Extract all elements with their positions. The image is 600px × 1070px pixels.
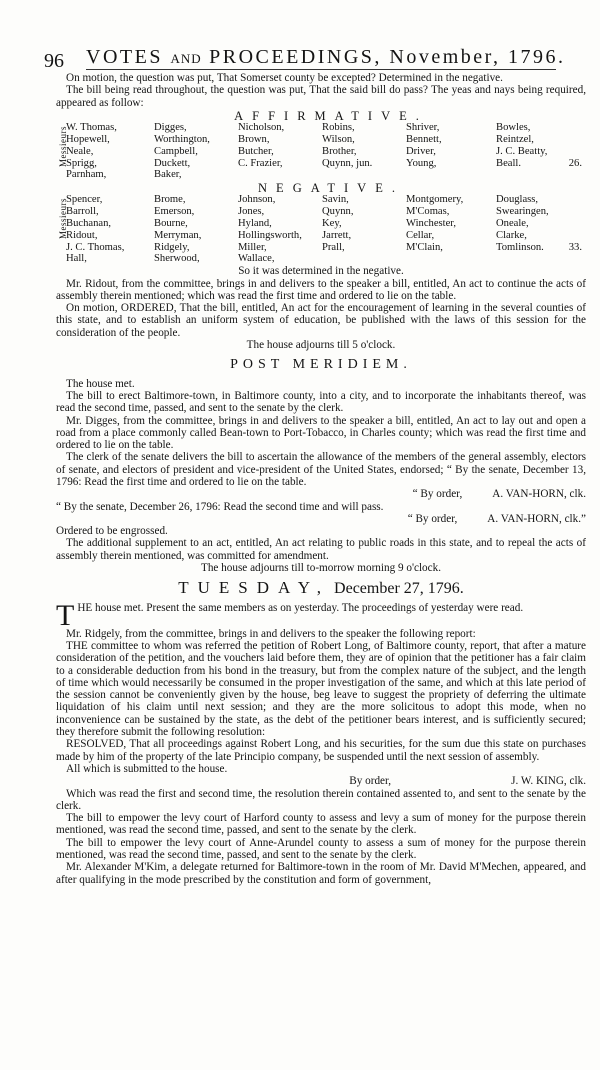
paragraph: On motion, ORDERED, That the bill, entitled, An act for the encouragement of learning in the several counties of this state, and to establish an uniform system of education, be published with the laws of this session for the consideration of the people. [56, 302, 586, 339]
report-paragraph: THE committee to whom was referred the petition of Robert Long, of Baltimore county, report, that after a mature consideration of the petition, and the vouchers laid before them, they are of opinion that the petitioner has a fair claim to a considerable deduction from his bond in the treasury, but from the complex nature of the subject, and the length of time which would necessarily be consumed in the proper investigation of the same, and which at this late period of the session cannot be conveniently given by the house, beg leave to suggest the propriety of deferring the ultimate liquidation of his claim until next session; and they are the more solicitous to adopt this mode, when no inconvenience can be sustained by the state, as the debt of the petitioner bears interest, and is sufficiently secured; they therefore submit the following resolution: [56, 639, 586, 739]
affirmative-heading: AFFIRMATIVE. [234, 108, 428, 123]
header-rule [86, 69, 556, 70]
affirmative-list [58, 122, 586, 181]
by-order: “ By order, [407, 512, 458, 525]
title-date: November, 1796. [389, 46, 566, 68]
paragraph-text: HE house met. Present the same members as on yesterday. The proceedings of yesterday were read. [77, 601, 524, 614]
title-and: AND [170, 51, 202, 66]
paragraph: The bill being read throughout, the question was put, That the said bill do pass? The yeas and nays being required, appeared as follow: [56, 84, 586, 109]
clerk-name: J. W. KING, clk. [511, 775, 586, 788]
paragraph: The bill to erect Baltimore-town, in Baltimore county, into a city, and to incorporate the inhabitants thereof, was read the second time, passed, and sent to the senate by the clerk. [56, 389, 586, 415]
page-body [56, 72, 586, 886]
paragraph: The clerk of the senate delivers the bill to ascertain the allowance of the members of the general assembly, electors of senate, and electors of president and vice-president of the United States, endorsed; “ By the senate, December 13, 1796: Read the first time and ordered to lie on the table. [56, 451, 586, 488]
page-number: 96 [44, 50, 64, 72]
by-order: By order, [349, 775, 392, 788]
affirmative-total: 26. [568, 158, 582, 170]
signature-line [56, 488, 586, 500]
name-column: Johnson, Jones, Hyland, Hollingsworth, Miller, Wallace, [238, 194, 302, 265]
paragraph: The additional supplement to an act, entitled, An act relating to public roads in this state, and to repeal the acts of assembly therein mentioned, was committed for amendment. [56, 537, 586, 562]
running-title [86, 46, 566, 69]
paragraph [56, 598, 586, 632]
paragraph: The bill to empower the levy court of Harford county to assess and levy a sum of money for the purpose therein mentioned, was read the second time, passed, and sent to the senate by the clerk. [56, 812, 586, 837]
name-column: Robins, Wilson, Brother, Quynn, jun. [322, 122, 373, 169]
name-column: Montgomery, M'Comas, Winchester, Cellar, M'Clain, [406, 194, 464, 253]
negative-list [58, 194, 586, 265]
paragraph: “ By the senate, December 26, 1796: Read the second time and will pass. [56, 500, 384, 513]
signature-line [56, 775, 586, 787]
title-votes: VOTES [86, 46, 163, 68]
messieurs-label: Messieurs [58, 126, 68, 168]
paragraph: Ordered to be engrossed. [56, 525, 168, 538]
clerk-name: A. VAN-HORN, clk.” [487, 512, 586, 525]
negative-heading: NEGATIVE. [258, 181, 404, 196]
paragraph: Mr. Ridgely, from the committee, brings in and delivers to the speaker the following report: [66, 627, 476, 640]
name-column: Digges, Worthington, Campbell, Duckett, Baker, [154, 122, 210, 181]
clerk-name: A. VAN-HORN, clk. [492, 488, 586, 501]
name-column: Douglass, Swearingen, Oneale, Clarke, Tomlinson. [496, 194, 549, 253]
resolution-paragraph: RESOLVED, That all proceedings against Robert Long, and his securities, for the sum due this state on purchases made by him of the property of the late Principio company, be suspended until the next session of assembly. [56, 738, 586, 763]
paragraph: On motion, the question was put, That Somerset county be excepted? Determined in the negative. [66, 72, 503, 84]
day-date: December 27, 1796. [334, 580, 464, 598]
name-column: Savin, Quynn, Key, Jarrett, Prall, [322, 194, 354, 253]
name-column: Shriver, Bennett, Driver, Young, [406, 122, 442, 169]
name-column: Brome, Emerson, Bourne, Merryman, Ridgely, Sherwood, [154, 194, 202, 265]
paragraph: All which is submitted to the house. [66, 762, 228, 775]
paragraph: Mr. Ridout, from the committee, brings in and delivers to the speaker a bill, entitled, An act to continue the acts of assembly therein mentioned; which was read the first time and ordered to lie on the table. [56, 277, 586, 302]
day-heading [56, 578, 586, 598]
name-column: Spencer, Barroll, Buchanan, Ridout, J. C. Thomas, Hall, [66, 194, 125, 265]
name-column: W. Thomas, Hopewell, Neale, Sprigg, Parnham, [66, 122, 117, 181]
day-name: TUESDAY, [178, 578, 331, 598]
drop-cap: T [56, 598, 75, 632]
paragraph: Which was read the first and second time, the resolution therein contained assented to, and sent to the senate by the clerk. [56, 787, 586, 812]
adjournment: The house adjourns till 5 o'clock. [246, 339, 396, 352]
negative-total: 33. [568, 242, 582, 254]
by-order: “ By order, [412, 488, 463, 501]
paragraph: Mr. Alexander M'Kim, a delegate returned for Baltimore-town in the room of Mr. David M'Mechen, appeared, and after qualifying in the mode prescribed by the constitution and form of government, [56, 861, 586, 886]
vote-result: So it was determined in the negative. [238, 265, 404, 278]
paragraph: The house met. [66, 377, 135, 390]
post-meridiem-heading: POST MERIDIEM. [230, 357, 412, 373]
paragraph: Mr. Digges, from the committee, brings in and delivers to the speaker a bill, entitled, An act to lay out and open a road from a place commonly called Bean-town to Port-Tobacco, in Charles county; which was read the first time and ordered to lie on the table. [56, 414, 586, 452]
messieurs-label: Messieurs [58, 198, 68, 240]
name-column: Bowles, Reintzel, J. C. Beatty, Beall. [496, 122, 548, 169]
signature-line [56, 513, 586, 525]
name-column: Nicholson, Brown, Butcher, C. Frazier, [238, 122, 285, 169]
paragraph: The bill to empower the levy court of Anne-Arundel county to assess a sum of money for the purpose therein mentioned, was read the second time, passed, and sent to the senate by the clerk. [56, 836, 586, 862]
title-proceedings: PROCEEDINGS, [209, 46, 382, 68]
adjournment: The house adjourns till to-morrow morning 9 o'clock. [200, 562, 442, 575]
